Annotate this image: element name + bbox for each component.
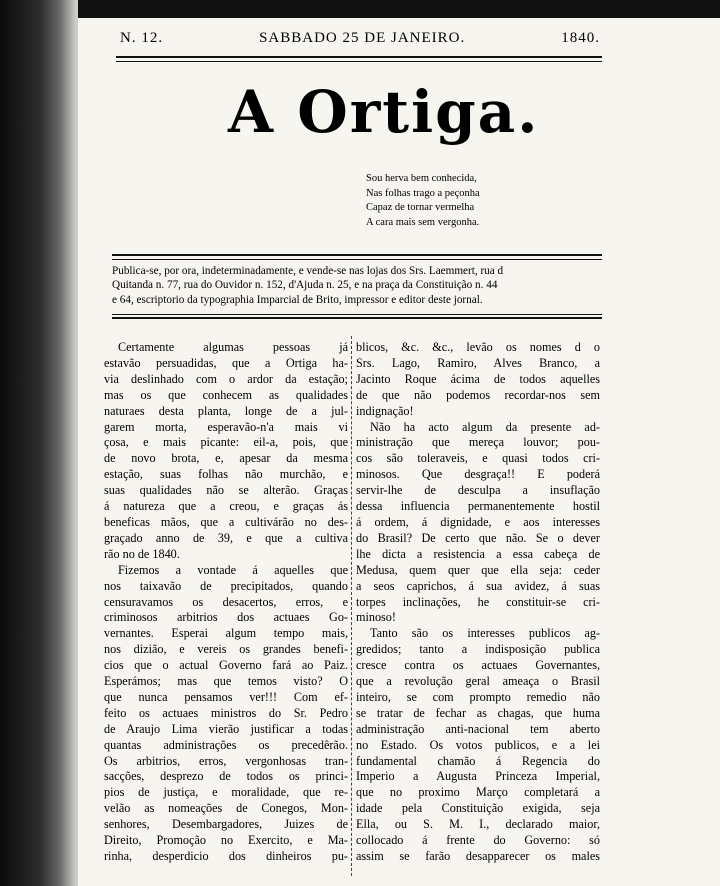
text-line: Srs. Lago, Ramiro, Alves Branco, a [356, 355, 600, 370]
text-line: torpes inclinações, he constituir-se cri- [356, 594, 600, 609]
text-line: censuravamos os desacertos, erros, e [104, 594, 348, 609]
notice-top-rule-thin [112, 259, 602, 260]
text-line: Certamente algumas pessoas já [118, 340, 348, 354]
notice-line: e 64, escriptorio da typographia Imparcial de Brito, impressor e editor deste jornal. [112, 293, 483, 306]
text-line: se tratar de fechar as chagas, que huma [356, 705, 600, 720]
text-line: feito os actuaes ministros do Sr. Pedro [104, 705, 348, 720]
newspaper-title: A Ortiga. [228, 78, 540, 146]
epigraph-line: Nas folhas trago a peçonha [366, 187, 480, 199]
text-line: cos são toleraveis, e quasi todos cri- [356, 451, 600, 466]
text-line: rão no de 1840. [104, 546, 180, 561]
text-line: assim se farão desapparecer os males [356, 849, 600, 863]
text-line: pios de justiça, e moralidade, que re- [104, 785, 348, 800]
text-line: que nunca pensamos ver!!! Com ef- [104, 689, 348, 704]
text-line: á ordem, á dignidade, e aos interesses [356, 514, 600, 529]
header-rule-thin [116, 61, 602, 62]
text-line: criminosos arbitrios dos actuaes Go- [104, 610, 348, 625]
text-line: vernantes. Esperai algum tempo mais, [104, 626, 348, 641]
text-line: mas os que conhecem as qualidades [104, 387, 348, 402]
text-line: beneficas mãos, que a cultivárão no des- [104, 514, 348, 529]
text-line: Direito, Promoção no Exercito, e Ma- [104, 833, 348, 848]
text-line: Jacinto Roque ácima de todos aquelles [356, 371, 600, 386]
text-line: quantas administrações os precedêrão. [104, 737, 348, 752]
text-line: via deslinhado com o ardor da estação; [104, 371, 348, 386]
text-line: garem morta, esperavão-n'a mais vi [104, 419, 348, 434]
epigraph-line: Capaz de tornar vermelha [366, 202, 475, 213]
text-line: Não ha acto algum da presente ad- [370, 419, 600, 434]
text-line: a seos caprichos, á sua avidez, á suas [356, 578, 600, 593]
text-line: de Araujo Lima vierão justificar a todas [104, 721, 348, 736]
text-line: nos taixavão de precipitados, quando [104, 578, 348, 593]
notice-line: Quitanda n. 77, rua do Ouvidor n. 152, d'Ajuda n. 25, e na praça da Constituição n. 44 [112, 279, 498, 292]
text-line: sacções, desprezo de todos os princi- [104, 769, 348, 784]
column-divider [351, 336, 353, 876]
text-line: gredidos; tanto a indisposição publica [356, 642, 600, 657]
issue-number: N. 12. [120, 30, 164, 46]
issue-date: SABBADO 25 DE JANEIRO. [259, 30, 466, 46]
text-line: suas qualidades não se alterão. Graças [104, 483, 348, 498]
text-line: á natureza que a creou, e graças ás [104, 499, 348, 514]
text-line: Tanto são os interesses publicos ag- [370, 626, 600, 641]
text-line: administração anti-nacional tem aberto [356, 721, 600, 736]
text-line: naturaes desta planta, longe de a jul- [104, 403, 348, 418]
text-line: estação, suas folhas não murchão, e [104, 467, 348, 482]
text-line: que a revolução geral ameaça o Brasil [356, 674, 600, 689]
text-line: rinha, desperdicio dos dinheiros pu- [104, 849, 348, 863]
text-line: lhe dicta a resistencia a essa cabeça de [356, 546, 600, 561]
text-line: que no proximo Março completará a [356, 785, 600, 800]
header-rule [116, 56, 602, 58]
text-line: collocado á frente do Governo: só [356, 833, 600, 848]
text-line: velão as nomeações de Conegos, Mon- [104, 801, 348, 816]
text-line: Esperámos; mas que temos visto? O [104, 674, 348, 689]
text-line: Os arbitrios, erros, vergonhosas tran- [104, 753, 348, 768]
text-line: no Estado. Os votos publicos, e a lei [356, 737, 600, 752]
text-line: de que não podemos recordar-nos sem [356, 387, 600, 402]
text-line: çosa, e mais picante: eil-a, pois, que [104, 435, 348, 450]
notice-top-rule [112, 254, 602, 256]
issue-year: 1840. [561, 30, 600, 46]
text-line: idade pela Constituição exigida, seja [356, 801, 600, 816]
text-line: dessa influencia permanentemente hostil [356, 499, 600, 514]
text-line: indignação! [356, 403, 414, 418]
book-binding-gutter [0, 0, 78, 886]
text-line: cios que o actual Governo fará ao Paiz. [104, 658, 348, 673]
issue-header [120, 30, 600, 47]
notice-line: Publica-se, por ora, indeterminadamente, e vende-se nas lojas dos Srs. Laemmert, rua d [112, 265, 504, 277]
text-line: graçado anno de 39, e que a cultiva [104, 530, 348, 545]
text-line: Medusa, quem quer que ella seja: ceder [356, 562, 600, 577]
notice-bottom-rule [112, 314, 602, 315]
right-column [356, 340, 600, 865]
text-line: fundamental chamão á Regencia do [356, 753, 600, 768]
publication-notice [112, 264, 598, 307]
text-line: Ella, ou S. M. I., declarado maior, [356, 817, 600, 832]
text-line: Fizemos a vontade á aquelles que [118, 562, 348, 577]
notice-bottom-rule-thick [112, 317, 602, 319]
text-line: Imperio a Augusta Princeza Imperial, [356, 769, 600, 784]
text-line: servir-lhe de desculpa a insuflação [356, 483, 600, 498]
text-line: de novo brota, e, apesar da mesma [104, 451, 348, 466]
text-line: cresce contra os actuaes Governantes, [356, 658, 600, 673]
text-line: blicos, &c. &c., levão os nomes d o [356, 340, 600, 354]
left-column [104, 340, 348, 865]
epigraph-line: Sou herva bem conhecida, [366, 173, 477, 184]
text-line: estavão persuadidas, que a Ortiga ha- [104, 355, 348, 370]
text-line: inteiro, se com prompto remedio não [356, 689, 600, 704]
epigraph [366, 172, 480, 230]
text-line: minosos. Que desgraça!! E poderá [356, 467, 600, 482]
text-line: do Brasil? De certo que não. Se o dever [356, 530, 600, 545]
text-line: minoso! [356, 610, 396, 625]
text-line: senhores, Desembargadores, Juizes de [104, 817, 348, 832]
text-line: nos dizião, e vereis os grandes benefi- [104, 642, 348, 657]
text-line: ministração que mereça louvor; pou- [356, 435, 600, 450]
epigraph-line: A cara mais sem vergonha. [366, 216, 480, 228]
